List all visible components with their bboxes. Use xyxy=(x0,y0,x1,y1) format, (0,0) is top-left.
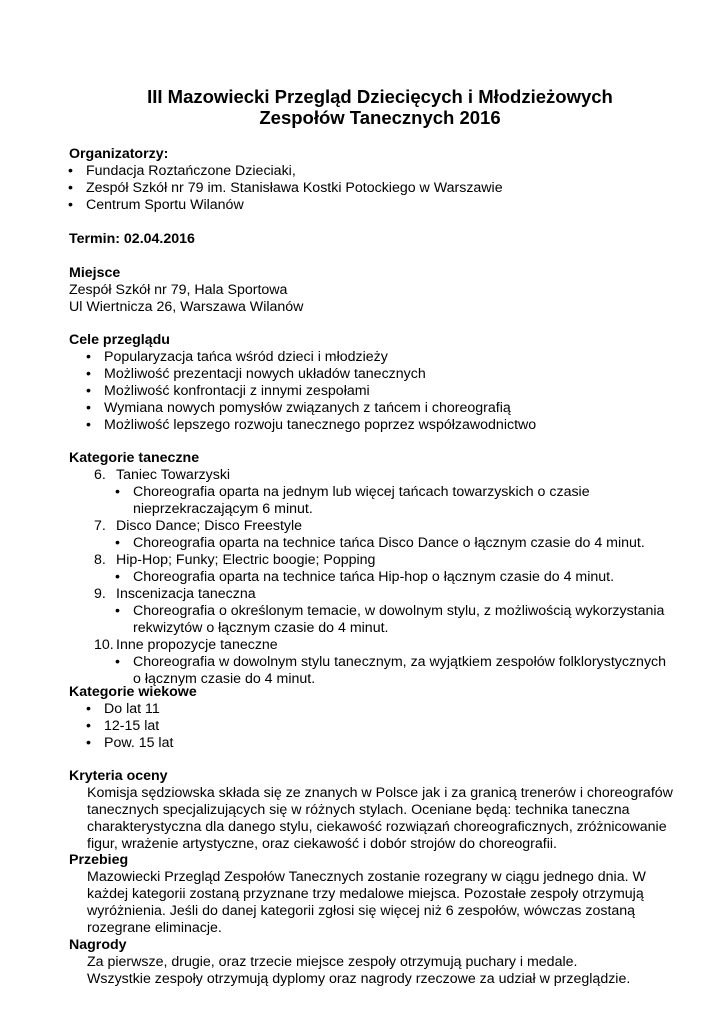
course-section xyxy=(69,852,646,937)
age-heading: Kategorie wiekowe xyxy=(69,684,197,700)
category-desc-list xyxy=(133,484,666,518)
category-number: 6. xyxy=(94,467,106,483)
organizers-section xyxy=(69,146,503,214)
place-heading: Miejsce xyxy=(69,265,121,281)
awards-section xyxy=(69,937,630,988)
course-heading: Przebieg xyxy=(69,852,129,868)
category-desc xyxy=(133,654,666,688)
desc-line: • Choreografia oparta na technice tańca Hip-hop o łącznym czasie do 4 minut. xyxy=(133,569,615,585)
categories-section xyxy=(69,450,666,688)
awards-line: Wszystkie zespoły otrzymują dyplomy oraz nagrody rzeczowe za udział w przeglądzie. xyxy=(87,971,631,987)
place-line-2: Ul Wiertnicza 26, Warszawa Wilanów xyxy=(69,299,304,315)
category-number: 8. xyxy=(94,552,106,568)
document-title xyxy=(0,86,725,128)
desc-line: o łącznym czasie do 4 minut. xyxy=(133,671,316,687)
category-desc xyxy=(133,603,666,637)
course-line: wyróżnienia. Jeśli do danej kategorii zgłosi się więcej niż 6 zespołów, wówczas zostaną xyxy=(87,903,636,919)
desc-line: rekwizytów o łącznym czasie do 4 minut. xyxy=(133,620,389,636)
desc-line: • Choreografia o określonym temacie, w dowolnym stylu, z możliwością wykorzystania xyxy=(133,603,665,619)
term-line: Termin: 02.04.2016 xyxy=(69,231,195,247)
course-line: Mazowiecki Przegląd Zespołów Tanecznych zostanie rozegrany w ciągu jednego dnia. W xyxy=(87,869,646,885)
goals-list xyxy=(104,349,536,434)
categories-heading: Kategorie taneczne xyxy=(69,450,200,466)
age-item: • 12-15 lat xyxy=(104,718,197,735)
awards-line: Za pierwsze, drugie, oraz trzecie miejsce zespoły otrzymują puchary i medale. xyxy=(87,954,578,970)
desc-line: • Choreografia oparta na jednym lub więcej tańcach towarzyskich o czasie xyxy=(133,484,590,500)
place-line-1: Zespół Szkół nr 79, Hala Sportowa xyxy=(69,282,288,298)
criteria-text xyxy=(69,785,673,853)
place-section xyxy=(69,265,303,316)
awards-heading: Nagrody xyxy=(69,937,127,953)
category-item xyxy=(69,552,666,569)
age-section xyxy=(69,684,197,752)
criteria-line: tanecznych specjalizujących się w różnych stylach. Oceniane będą: technika taneczna xyxy=(87,802,630,818)
category-desc xyxy=(133,569,666,586)
category-name: Disco Dance; Disco Freestyle xyxy=(116,518,303,534)
course-text xyxy=(69,869,646,937)
title-line-2: Zespołów Tanecznych 2016 xyxy=(259,107,501,128)
criteria-line: Komisja sędziowska składa się ze znanych w Polsce jak i za granicą trenerów i choreografów xyxy=(87,785,673,801)
course-line: rozegrane eliminacje. xyxy=(87,920,222,936)
desc-line: • Choreografia oparta na technice tańca Disco Dance o łącznym czasie do 4 minut. xyxy=(133,535,645,551)
age-item: • Do lat 11 xyxy=(104,701,197,718)
goal-item: • Możliwość konfrontacji z innymi zespołami xyxy=(104,383,536,400)
category-item xyxy=(69,467,666,484)
goals-heading: Cele przeglądu xyxy=(69,332,170,348)
desc-line: nieprzekraczającym 6 minut. xyxy=(133,501,313,517)
goal-item: • Wymiana nowych pomysłów związanych z tańcem i choreografią xyxy=(104,400,536,417)
awards-text xyxy=(69,954,630,988)
category-desc-list xyxy=(133,535,666,552)
organizer-item: • Centrum Sportu Wilanów xyxy=(86,197,503,214)
criteria-line: figur, wrażenie artystyczne, oraz ciekawość i dobór strojów do choreografii. xyxy=(87,836,557,852)
organizers-heading: Organizatorzy: xyxy=(69,146,169,162)
criteria-section xyxy=(69,768,673,853)
goal-item: • Możliwość lepszego rozwoju tanecznego poprzez współzawodnictwo xyxy=(104,417,536,434)
organizers-list xyxy=(86,163,503,214)
title-line-1: III Mazowiecki Przegląd Dziecięcych i Młodzieżowych xyxy=(147,86,613,107)
age-item: • Pow. 15 lat xyxy=(104,735,197,752)
category-name: Hip-Hop; Funky; Electric boogie; Popping xyxy=(116,552,376,568)
organizer-item: • Fundacja Roztańczone Dzieciaki, xyxy=(86,163,503,180)
category-item xyxy=(69,637,666,654)
category-item xyxy=(69,586,666,603)
goal-item: • Możliwość prezentacji nowych układów tanecznych xyxy=(104,366,536,383)
category-desc xyxy=(133,535,666,552)
category-desc-list xyxy=(133,654,666,688)
category-name: Inscenizacja taneczna xyxy=(116,586,256,602)
category-number: 9. xyxy=(94,586,106,602)
criteria-heading: Kryteria oceny xyxy=(69,768,168,784)
category-desc-list xyxy=(133,603,666,637)
category-number: 10. xyxy=(94,637,114,653)
category-number: 7. xyxy=(94,518,106,534)
category-item xyxy=(69,518,666,535)
category-name: Inne propozycje taneczne xyxy=(116,637,278,653)
age-list xyxy=(104,701,197,752)
desc-line: • Choreografia w dowolnym stylu tanecznym, za wyjątkiem zespołów folklorystycznych xyxy=(133,654,667,670)
goals-section xyxy=(69,332,536,434)
goal-item: • Popularyzacja tańca wśród dzieci i młodzieży xyxy=(104,349,536,366)
organizer-item: • Zespół Szkół nr 79 im. Stanisława Kostki Potockiego w Warszawie xyxy=(86,180,503,197)
course-line: każdej kategorii zostaną przyznane trzy medalowe miejsca. Pozostałe zespoły otrzymują xyxy=(87,886,644,902)
category-desc-list xyxy=(133,569,666,586)
criteria-line: charakterystyczna dla danego stylu, ciekawość rozwiązań choreograficznych, zróżnicowanie xyxy=(87,819,667,835)
category-desc xyxy=(133,484,666,518)
category-name: Taniec Towarzyski xyxy=(116,467,231,483)
